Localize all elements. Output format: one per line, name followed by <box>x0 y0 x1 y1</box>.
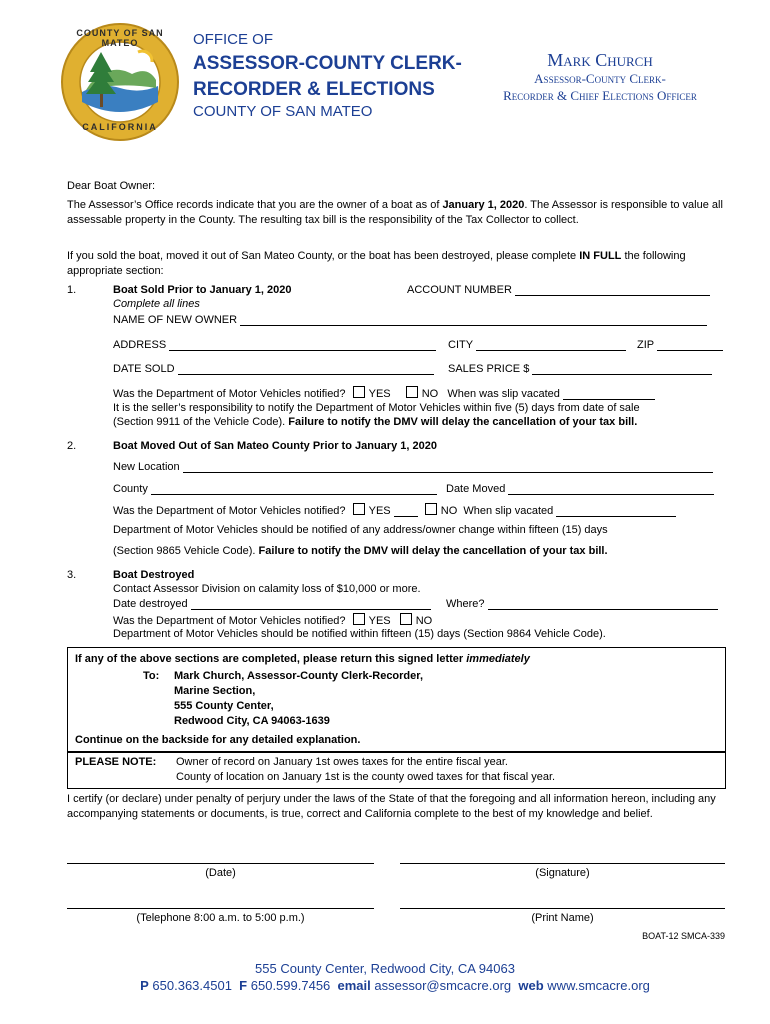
please-note-box <box>67 751 726 789</box>
official-title-1: Assessor-County Clerk- <box>534 71 666 86</box>
please-note-line-2: County of location on January 1st is the county owed taxes for that fiscal year. <box>176 771 556 783</box>
header-county: COUNTY OF SAN MATEO <box>193 103 373 120</box>
s2-dmv-question: Was the Department of Motor Vehicles notified? YES NO When slip vacated <box>113 503 676 517</box>
section-2-number: 2. <box>67 440 77 452</box>
return-to-label: To: <box>143 670 160 682</box>
print-name-caption: (Print Name) <box>531 912 594 924</box>
header-title-2: RECORDER & ELECTIONS <box>193 79 435 100</box>
seal-bottom-text: CALIFORNIA <box>82 122 158 132</box>
salutation: Dear Boat Owner: <box>67 180 156 192</box>
s1-no-checkbox[interactable] <box>406 386 418 398</box>
new-owner-field[interactable]: NAME OF NEW OWNER <box>113 314 707 326</box>
complete-all-lines: Complete all lines <box>113 298 200 310</box>
zip-field[interactable]: ZIP <box>637 339 723 351</box>
footer-address: 555 County Center, Redwood City, CA 94063 <box>255 961 515 976</box>
s3-no-checkbox[interactable] <box>400 613 412 625</box>
date-moved-field[interactable]: Date Moved <box>446 483 714 495</box>
city-field[interactable]: CITY <box>448 339 626 351</box>
date-caption: (Date) <box>205 867 236 879</box>
section-2-title: Boat Moved Out of San Mateo County Prior to January 1, 2020 <box>113 440 437 452</box>
account-number-field[interactable]: ACCOUNT NUMBER <box>407 284 710 296</box>
certification-text: I certify (or declare) under penalty of perjury under the laws of the State of that the foregoing and all information hereon, including any accompanying statements or documents, is true, correct and California complete to the best of my knowledge and belief. <box>67 793 716 820</box>
print-name-line[interactable] <box>400 908 725 909</box>
section-3-title: Boat Destroyed <box>113 569 195 581</box>
county-field[interactable]: County <box>113 483 437 495</box>
return-address-4: Redwood City, CA 94063-1639 <box>174 715 330 727</box>
section-3-number: 3. <box>67 569 77 581</box>
telephone-line[interactable] <box>67 908 374 909</box>
continue-backside: Continue on the backside for any detailed explanation. <box>75 734 361 746</box>
return-address-3: 555 County Center, <box>174 700 274 712</box>
new-location-field[interactable]: New Location <box>113 461 713 473</box>
s3-contact: Contact Assessor Division on calamity loss of $10,000 or more. <box>113 583 421 595</box>
signature-caption: (Signature) <box>535 867 590 879</box>
return-instructions-box <box>67 647 726 753</box>
s1-yes-checkbox[interactable] <box>353 386 365 398</box>
slip-vacated-field-2[interactable] <box>556 505 676 517</box>
telephone-caption: (Telephone 8:00 a.m. to 5:00 p.m.) <box>136 912 305 924</box>
footer-contact: P 650.363.4501 F 650.599.7456 email assessor@smcacre.org web www.smcacre.org <box>140 978 650 993</box>
s1-responsibility: It is the seller’s responsibility to notify the Department of Motor Vehicles within five (5) days from date of sale <box>113 402 640 414</box>
date-signature-line[interactable] <box>67 863 374 864</box>
seal-top-text: COUNTY OF SAN MATEO <box>76 28 164 48</box>
s3-yes-checkbox[interactable] <box>353 613 365 625</box>
footer-email-link[interactable]: assessor@smcacre.org <box>374 978 512 993</box>
official-title-2: Recorder & Chief Elections Officer <box>503 88 697 103</box>
s1-responsibility-2: (Section 9911 of the Vehicle Code). Failure to notify the DMV will delay the cancellation of your tax bill. <box>113 416 638 428</box>
official-name: Mark Church <box>547 50 653 70</box>
footer-phone: 650.363.4501 <box>152 978 232 993</box>
footer-fax: 650.599.7456 <box>250 978 331 993</box>
footer-web-link[interactable]: www.smcacre.org <box>547 978 650 993</box>
form-id: BOAT-12 SMCA-339 <box>642 931 725 941</box>
where-field[interactable]: Where? <box>446 598 718 610</box>
county-seal <box>60 22 180 142</box>
section-1-title: Boat Sold Prior to January 1, 2020 <box>113 284 292 296</box>
date-destroyed-field[interactable]: Date destroyed <box>113 598 431 610</box>
intro-paragraph: The Assessor’s Office records indicate that you are the owner of a boat as of January 1, 2020. The Assessor is responsible to value all assessable property in the County. The resulting tax bill is the responsibility of the Tax Collector to collect. <box>67 199 723 226</box>
s3-dmv-question: Was the Department of Motor Vehicles notified? YES NO <box>113 615 433 627</box>
address-field[interactable]: ADDRESS <box>113 339 436 351</box>
return-intro: If any of the above sections are completed, please return this signed letter immediately <box>75 653 530 665</box>
s3-note: Department of Motor Vehicles should be notified within fifteen (15) days (Section 9864 Vehicle Code). <box>113 628 606 640</box>
s1-dmv-question: Was the Department of Motor Vehicles notified? YES NO When was slip vacated <box>113 386 655 400</box>
header-office-of: OFFICE OF <box>193 31 273 48</box>
please-note-label: PLEASE NOTE: <box>75 756 157 768</box>
sales-price-field[interactable]: SALES PRICE $ <box>448 363 712 375</box>
date-sold-field[interactable]: DATE SOLD <box>113 363 434 375</box>
return-address-2: Marine Section, <box>174 685 256 697</box>
signature-line[interactable] <box>400 863 725 864</box>
s2-note-2: (Section 9865 Vehicle Code). Failure to notify the DMV will delay the cancellation of your tax bill. <box>113 545 608 557</box>
s2-no-checkbox[interactable] <box>425 503 437 515</box>
return-address-1: Mark Church, Assessor-County Clerk-Recorder, <box>174 670 423 682</box>
s2-yes-checkbox[interactable] <box>353 503 365 515</box>
instruction-paragraph: If you sold the boat, moved it out of San Mateo County, or the boat has been destroyed, please complete IN FULL the following appropriate section: <box>67 250 686 277</box>
slip-vacated-field[interactable] <box>563 388 655 400</box>
s2-note: Department of Motor Vehicles should be notified of any address/owner change within fifteen (15) days <box>113 524 608 536</box>
section-1-number: 1. <box>67 284 77 296</box>
header-title-1: ASSESSOR-COUNTY CLERK- <box>193 53 462 74</box>
please-note-line-1: Owner of record on January 1st owes taxes for the entire fiscal year. <box>176 756 508 768</box>
